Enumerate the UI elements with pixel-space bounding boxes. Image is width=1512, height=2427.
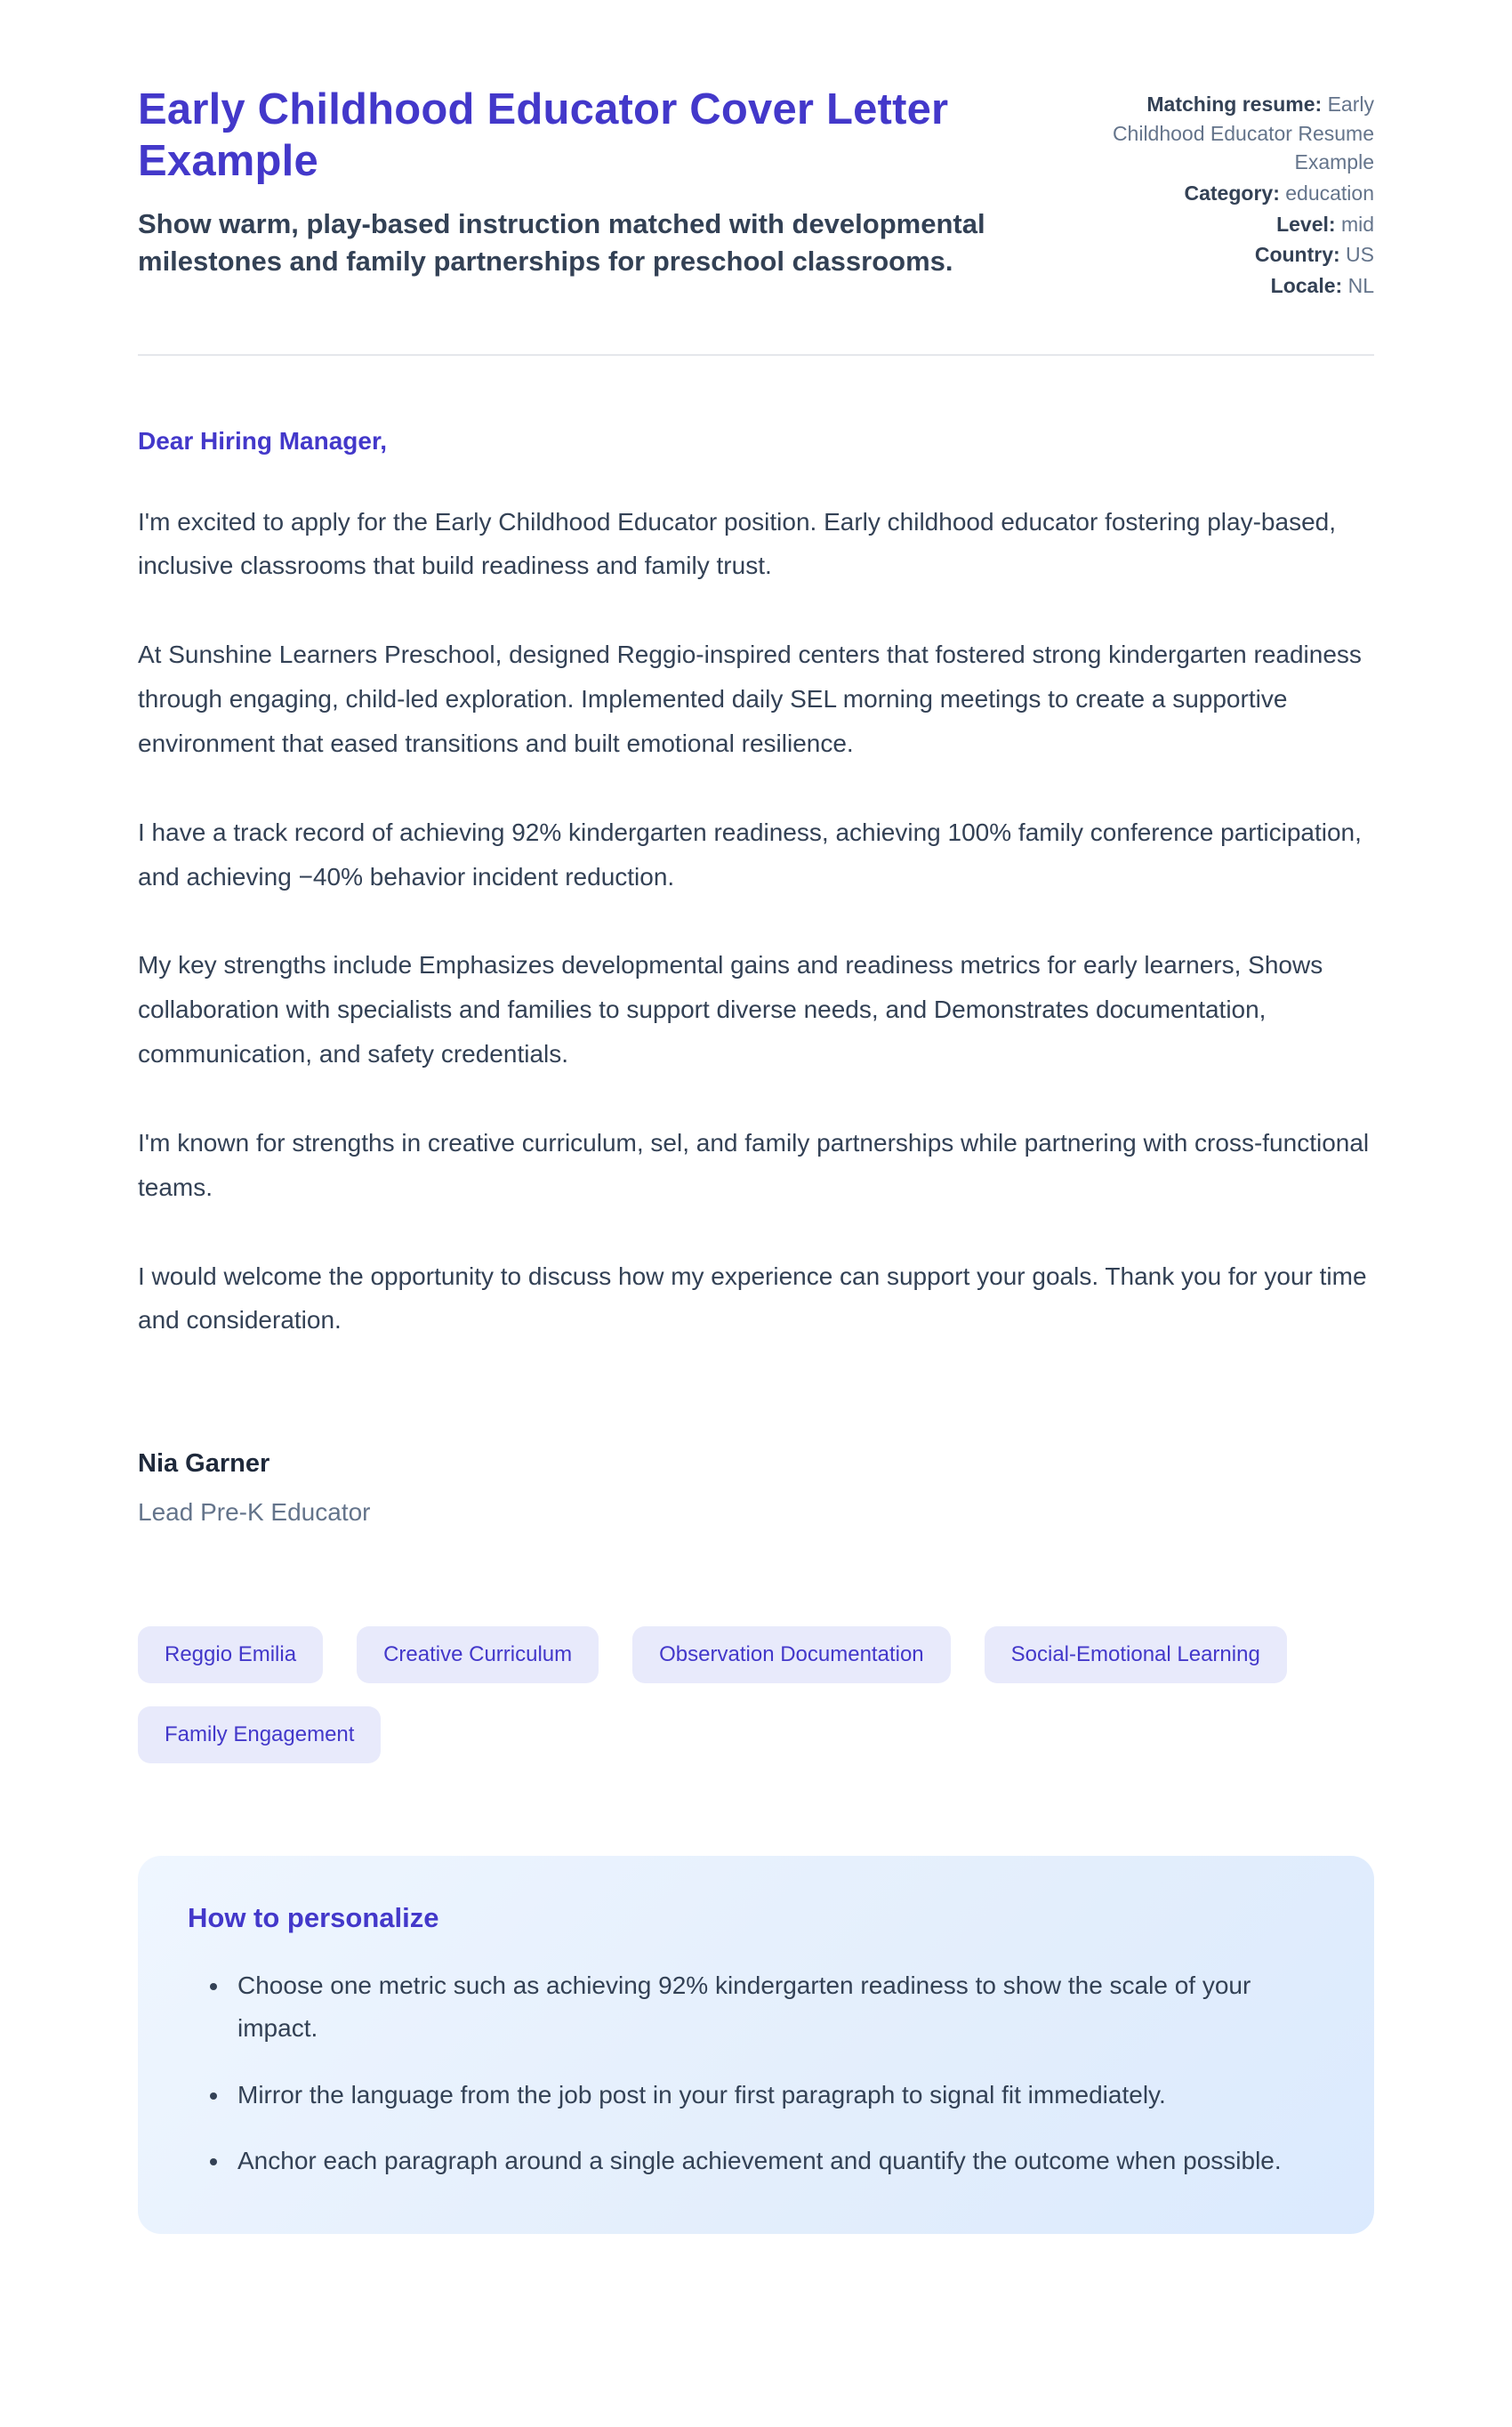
meta-country-value: US: [1346, 243, 1374, 267]
meta-matching-resume-label: Matching resume:: [1146, 93, 1323, 116]
skill-tag: Family Engagement: [138, 1706, 381, 1763]
letter-paragraph: I have a track record of achieving 92% kindergarten readiness, achieving 100% family conference participation, and achieving −40% behavior incident reduction.: [138, 818, 1362, 891]
meta-category: [1090, 179, 1374, 208]
page-subtitle: Show warm, play-based instruction matched with developmental milestones and family partnerships for preschool classrooms.: [138, 207, 985, 278]
meta-level: [1090, 210, 1374, 239]
skill-tags: [138, 1626, 1374, 1763]
meta-country-label: Country:: [1254, 243, 1340, 267]
signature-title: Lead Pre-K Educator: [138, 1498, 371, 1527]
meta-level-value: mid: [1340, 212, 1374, 236]
skill-tag: Observation Documentation: [632, 1626, 951, 1683]
meta-locale-value: NL: [1347, 273, 1374, 297]
skill-tag: Reggio Emilia: [138, 1626, 323, 1683]
personalize-bullet: • Anchor each paragraph around a single achievement and quantify the outcome when possible.: [230, 2140, 1324, 2182]
meta-category-value: education: [1285, 181, 1374, 205]
letter-paragraph: I'm excited to apply for the Early Childhood Educator position. Early childhood educator fostering play-based, inclusive classrooms that build readiness and family trust.: [138, 507, 1336, 580]
letter-paragraph: My key strengths include Emphasizes developmental gains and readiness metrics for early learners, Shows collaboration with specialists and families to support diverse needs, and Demonstrates documentation, communication, and safety credentials.: [138, 951, 1323, 1068]
personalize-bullet-list: [188, 1964, 1324, 2182]
meta-category-label: Category:: [1184, 181, 1280, 205]
meta-locale: [1090, 271, 1374, 301]
letter-paragraph: I would welcome the opportunity to discuss how my experience can support your goals. Thank you for your time and consideration.: [138, 1262, 1367, 1334]
personalize-bullet: • Choose one metric such as achieving 92% kindergarten readiness to show the scale of your impact.: [230, 1964, 1324, 2050]
signature-name: Nia Garner: [138, 1449, 270, 1479]
personalize-box: [138, 1856, 1374, 2234]
meta-matching-resume-value: Early Childhood Educator Resume Example: [1112, 93, 1374, 174]
meta-matching-resume: [1090, 90, 1374, 177]
letter-paragraph: I'm known for strengths in creative curriculum, sel, and family partnerships while partnering with cross-functional teams.: [138, 1128, 1370, 1201]
meta-country: [1090, 240, 1374, 270]
skill-tag: Social-Emotional Learning: [985, 1626, 1287, 1683]
letter-body: [138, 427, 1374, 2234]
header-title-block: [138, 85, 1047, 281]
page-title: Early Childhood Educator Cover Letter Example: [138, 85, 949, 185]
meta-locale-label: Locale:: [1270, 273, 1343, 297]
personalize-bullet: • Mirror the language from the job post in your first paragraph to signal fit immediately.: [230, 2074, 1324, 2117]
resume-meta: [1090, 85, 1374, 302]
header: [138, 85, 1374, 302]
meta-level-label: Level:: [1276, 212, 1336, 236]
letter-paragraph: At Sunshine Learners Preschool, designed Reggio-inspired centers that fostered strong kindergarten readiness through engaging, child-led exploration. Implemented daily SEL morning meetings to create a supportive environment that eased transitions and built emotional resilience.: [138, 641, 1362, 757]
letter-greeting: Dear Hiring Manager,: [138, 426, 388, 455]
personalize-box-title: How to personalize: [188, 1902, 439, 1934]
header-divider: [138, 354, 1374, 356]
skill-tag: Creative Curriculum: [357, 1626, 599, 1683]
